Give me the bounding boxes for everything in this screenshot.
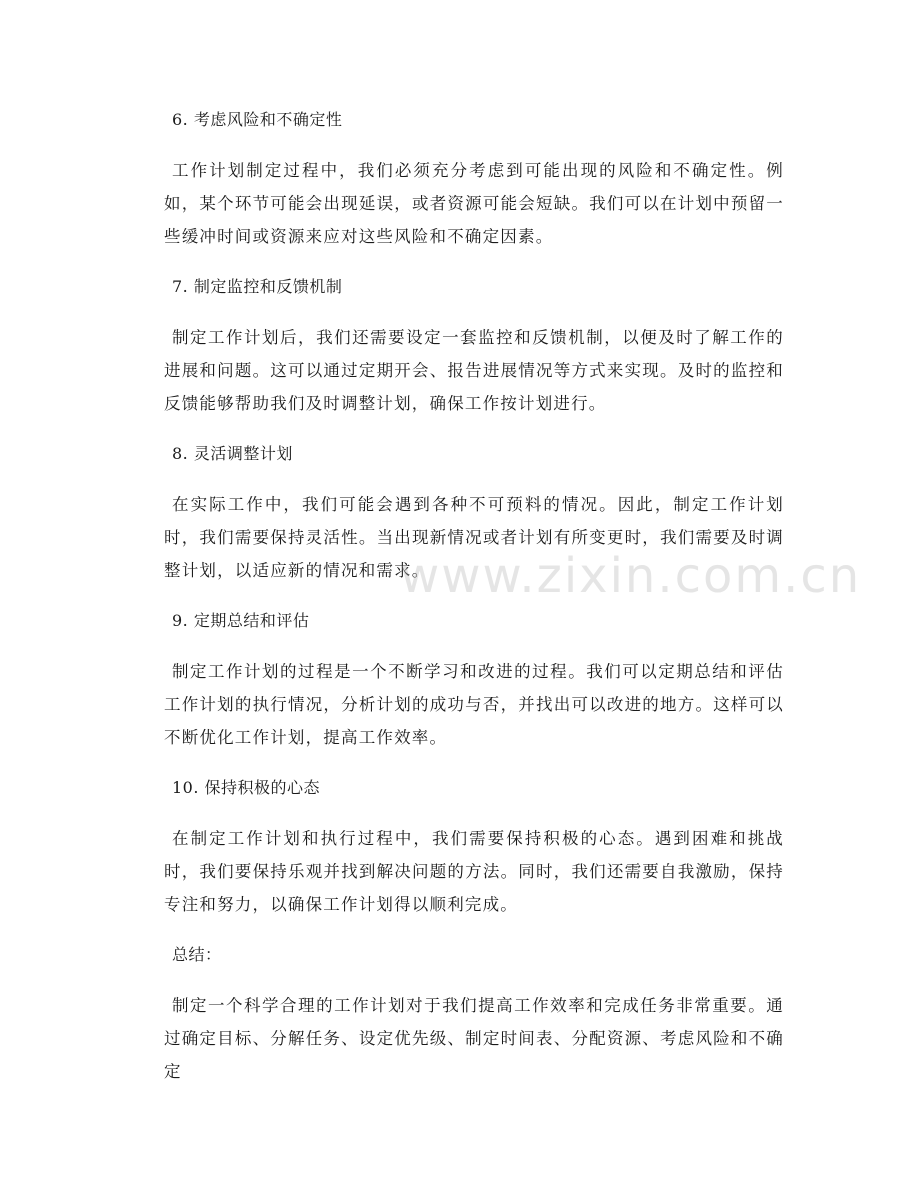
- section-heading: 6. 考虑风险和不确定性: [172, 110, 343, 129]
- section-heading: 10. 保持积极的心态: [172, 778, 321, 797]
- section-paragraph: 在制定工作计划和执行过程中，我们需要保持积极的心态。遇到困难和挑战时，我们要保持乐观并找到解决问题的方法。同时，我们还需要自我激励，保持专注和努力，以确保工作计划得以顺利完成。: [164, 829, 784, 914]
- watermark: www.zixin.com.cn: [400, 548, 862, 604]
- section-heading: 8. 灵活调整计划: [172, 444, 293, 463]
- document-body: [164, 104, 784, 1106]
- section-paragraph: 在实际工作中，我们可能会遇到各种不可预料的情况。因此，制定工作计划时，我们需要保持灵活性。当出现新情况或者计划有所变更时，我们需要及时调整计划，以适应新的情况和需求。: [164, 495, 784, 580]
- section-heading: 9. 定期总结和评估: [172, 611, 310, 630]
- summary-paragraph: 制定一个科学合理的工作计划对于我们提高工作效率和完成任务非常重要。通过确定目标、分解任务、设定优先级、制定时间表、分配资源、考虑风险和不确定: [164, 996, 784, 1081]
- section-paragraph: 工作计划制定过程中，我们必须充分考虑到可能出现的风险和不确定性。例如，某个环节可能会出现延误，或者资源可能会短缺。我们可以在计划中预留一些缓冲时间或资源来应对这些风险和不确定因素。: [164, 161, 784, 246]
- section-paragraph: 制定工作计划的过程是一个不断学习和改进的过程。我们可以定期总结和评估工作计划的执行情况，分析计划的成功与否，并找出可以改进的地方。这样可以不断优化工作计划，提高工作效率。: [164, 662, 784, 747]
- section-paragraph: 制定工作计划后，我们还需要设定一套监控和反馈机制，以便及时了解工作的进展和问题。这可以通过定期开会、报告进展情况等方式来实现。及时的监控和反馈能够帮助我们及时调整计划，确保工作按计划进行。: [164, 328, 784, 413]
- summary-heading: 总结：: [172, 945, 222, 964]
- section-heading: 7. 制定监控和反馈机制: [172, 277, 343, 296]
